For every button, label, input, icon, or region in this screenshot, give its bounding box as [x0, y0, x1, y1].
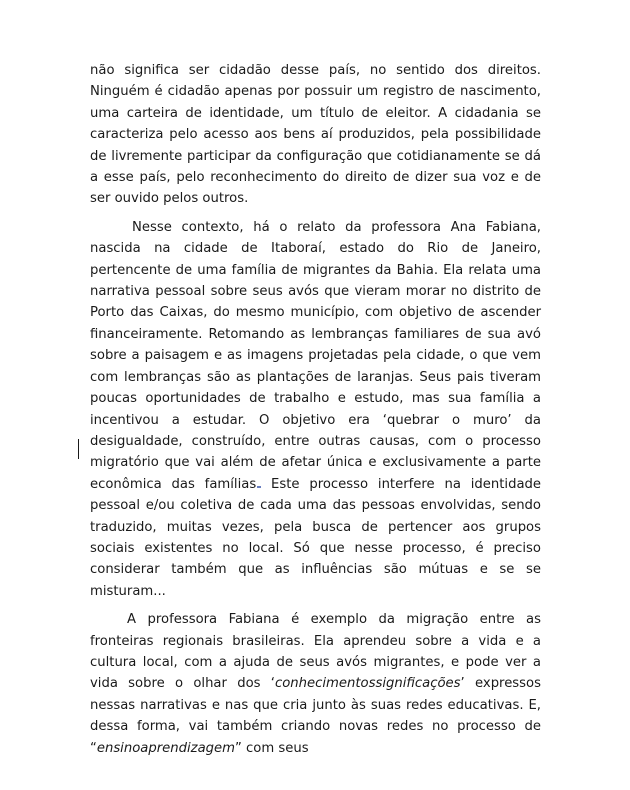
paragraph-citizenship	[90, 60, 541, 210]
document-page	[90, 60, 541, 759]
revision-change-bar	[78, 439, 79, 459]
italic-term-conhecimentossignificacoes: conhecimentossignificações	[274, 676, 461, 692]
paragraph-text: não significa ser cidadão desse país, no sentido dos direitos. Ninguém é cidadão apenas por possuir um registro de nascimento, uma carteira de identidade, um título de eleitor. A cidadania se caracteriza pelo acesso aos bens aí produzidos, pela possibilidade de livremente participar da configuração que cotidianamente se dá a esse país, pelo reconhecimento do direito de dizer sua voz e de ser ouvido pelos outros.	[90, 63, 541, 207]
paragraph-text-part-1: A professora Fabiana é exemplo da migração entre as fronteiras regionais brasileiras. Ela aprendeu sobre a vida e a cultura local, com a ajuda de seus avós migrantes, e pode ver a vida sobre o olhar dos ‘	[90, 612, 541, 692]
paragraph-ana-fabiana-account	[90, 217, 541, 602]
paragraph-text-part-2: ’ expressos nessas narrativas e nas que cria junto às suas redes educativas. E, dessa forma, vai também criando novas redes no processo de “	[90, 676, 541, 756]
paragraph-text-part-3: ” com seus	[235, 740, 309, 756]
paragraph-fabiana-migration	[90, 609, 541, 759]
paragraph-text-before-mark: Nesse contexto, há o relato da professora Ana Fabiana, nascida na cidade de Itaboraí, estado do Rio de Janeiro, pertencente de uma família de migrantes da Bahia. Ela relata uma narrativa pessoal sobre seus avós que vieram morar no distrito de Porto das Caixas, do mesmo município, com objetivo de ascender financeiramente. Retomando as lembranças familiares de sua avó sobre a paisagem e as imagens projetadas pela cidade, o que vem com lembranças são as plantações de laranjas. Seus pais tiveram poucas oportunidades de trabalho e estudo, mas sua família a incentivou a estudar. O objetivo era ‘quebrar o muro’ da desigualdade, construído, entre outras causas, com o processo migratório que vai além de afetar única e exclusivamente a parte econômica das famílias	[90, 219, 541, 492]
italic-term-ensinoaprendizagem: ensinoaprendizagem	[96, 740, 235, 756]
paragraph-text-after-mark: Este processo interfere na identidade pessoal e/ou coletiva de cada uma das pessoas envolvidas, sendo traduzido, muitas vezes, pela busca de pertencer aos grupos sociais existentes no local. Só que nesse processo, é preciso considerar também que as influências são mútuas e se se misturam...	[90, 476, 542, 599]
